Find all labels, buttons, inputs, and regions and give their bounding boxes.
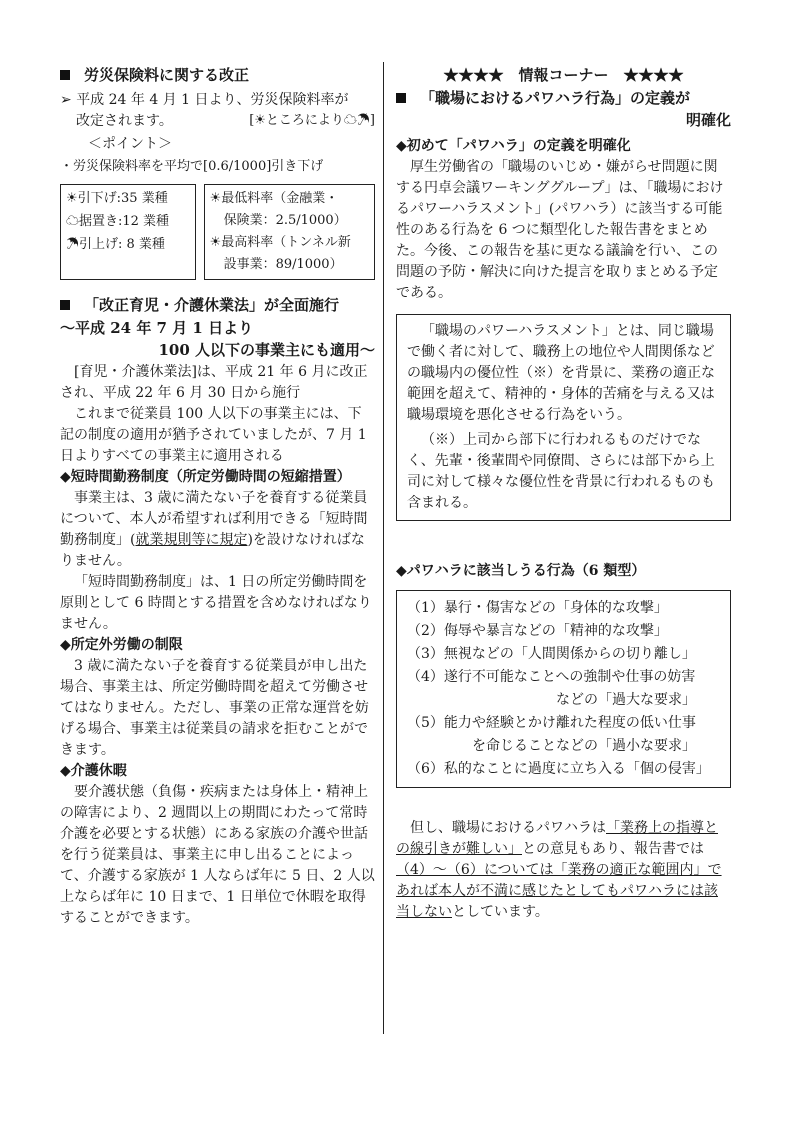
six-types-box <box>396 590 731 789</box>
paragraph: 「短時間勤務制度」は、1 日の所定労働時間を原則として 6 時間とする措置を含めなければなりません。 <box>60 573 372 632</box>
section-subtitle: 〜平成 24 年 7 月 1 日より <box>60 318 254 337</box>
intro-paragraph: これまで従業員 100 人以下の事業主には、下記の制度の適用が猶予されていましたが、7 月 1 日よりすべての事業主に適用される <box>60 405 367 464</box>
bullet-text: 平成 24 年 4 月 1 日より、労災保険料率が <box>76 91 349 108</box>
subsection-title: ◆所定外労働の制限 <box>60 636 183 653</box>
closing-paragraph: 但し、職場におけるパワハラは「業務上の指導との線引きが難しい」との意見もあり、報告書では（4）〜（6）については「業務の適正な範囲内」であれば本人が不満に感じたとしてもパワハラには該当しないとしています。 <box>396 820 722 921</box>
square-bullet-icon <box>60 300 70 310</box>
subsection-title: ◆パワハラに該当しうる行為（6 類型） <box>396 562 646 579</box>
subsection-title: ◆短時間勤務制度（所定労働時間の短縮措置） <box>60 468 351 485</box>
industry-count-box: ☀引下げ:35 業種 ☁据置き:12 業種 ☂引上げ: 8 業種 <box>60 184 196 280</box>
type-item-cont: などの「過大な要求」 <box>556 691 696 708</box>
subsection-title: ◆初めて「パワハラ」の定義を明確化 <box>396 137 631 154</box>
paragraph: 厚生労働省の「職場のいじめ・嫌がらせ問題に関する円卓会議ワーキンググループ」は、「職場におけるパワーハラスメント」(パワハラ）に該当する可能性のある行為を 6 つに類型化した報告書をまとめた。今後、この報告を基に更なる議論を行い、この問題の予防・解決に向けた提言を取りまとめる予定である。 <box>396 158 724 301</box>
info-corner-title: ★★★★ 情報コーナー ★★★★ <box>443 66 684 84</box>
type-item: （1）暴行・傷害などの「身体的な攻撃」 <box>407 599 668 616</box>
intro-paragraph: [育児・介護休業法]は、平成 21 年 6 月に改正され、平成 22 年 6 月 30 日から施行 <box>60 363 368 401</box>
paragraph: 事業主は、3 歳に満たない子を養育する従業員について、本人が希望すれば利用できる「短時間勤務制度」(就業規則等に規定)を設けなければなりません。 <box>60 489 368 569</box>
section-rosai <box>60 64 375 280</box>
subsection-title: ◆介護休暇 <box>60 762 127 779</box>
rate-change-bullet <box>60 90 375 111</box>
type-item: （6）私的なことに過度に立ち入る「個の侵害」 <box>407 761 710 778</box>
bullet-text-cont: 改定されます。 <box>76 112 173 129</box>
column-divider <box>383 62 384 1034</box>
section-subtitle: 100 人以下の事業主にも適用〜 <box>158 341 375 360</box>
definition-note: （※）上司から部下に行われるものだけでなく、先輩・後輩間や同僚間、さらには部下から上司に対して様々な優位性を背景に行われるものも含まれる。 <box>407 431 715 511</box>
square-bullet-icon <box>396 93 406 103</box>
arrow-bullet-icon: ➢ <box>60 91 72 108</box>
paragraph: 3 歳に満たない子を養育する従業員が申し出た場合、事業主は、所定労働時間を超えて労働させてはなりません。ただし、事業の正常な運営を妨げる場合、事業主は従業員の請求を拒むことができます。 <box>60 657 369 758</box>
rate-range-box: ☀最低料率（金融業・ 保険業：2.5/1000） ☀最高料率（トンネル新 設事業：89/1000） <box>204 184 375 280</box>
section-title: 「職場におけるパワハラ行為」の定義が <box>396 87 731 110</box>
rate-boxes <box>60 184 375 280</box>
weather-forecast: [☀ところにより☁☂] <box>249 112 375 128</box>
point-label: ＜ポイント＞ <box>88 135 172 152</box>
left-column <box>60 64 375 929</box>
type-item-cont: を命じることなどの「過小な要求」 <box>472 738 696 755</box>
section-title: 労災保険料に関する改正 <box>60 64 375 87</box>
point-text: ・労災保険料率を平均で[0.6/1000]引き下げ <box>60 158 324 174</box>
right-column <box>396 64 731 923</box>
section-ikuji <box>60 294 375 929</box>
type-item: （5）能力や経験とかけ離れた程度の低い仕事 <box>407 714 696 731</box>
type-item: （4）遂行不可能なことへの強制や仕事の妨害 <box>407 668 696 685</box>
type-item: （2）侮辱や暴言などの「精神的な攻撃」 <box>407 622 668 639</box>
section-title: 「改正育児・介護休業法」が全面施行 <box>60 294 375 317</box>
square-bullet-icon <box>60 70 70 80</box>
section-title-cont: 明確化 <box>685 111 731 129</box>
definition-box <box>396 314 731 521</box>
definition-text: 「職場のパワーハラスメント」とは、同じ職場で働く者に対して、職務上の地位や人間関係などの職場内の優位性（※）を背景に、業務の適正な範囲を超えて、精神的・身体的苦痛を与える又は職場環境を悪化させる行為をいう。 <box>407 322 715 423</box>
paragraph: 要介護状態（負傷・疾病または身体上・精神上の障害により、2 週間以上の期間にわたって常時介護を必要とする状態）にある家族の介護や世話を行う従業員は、事業主に申し出ることによって、介護する家族が 1 人ならば年に 5 日、2 人以上ならば年に 10 日まで、1 日単位で休暇を取得することができます。 <box>60 783 375 926</box>
type-item: （3）無視などの「人間関係からの切り離し」 <box>407 645 696 662</box>
